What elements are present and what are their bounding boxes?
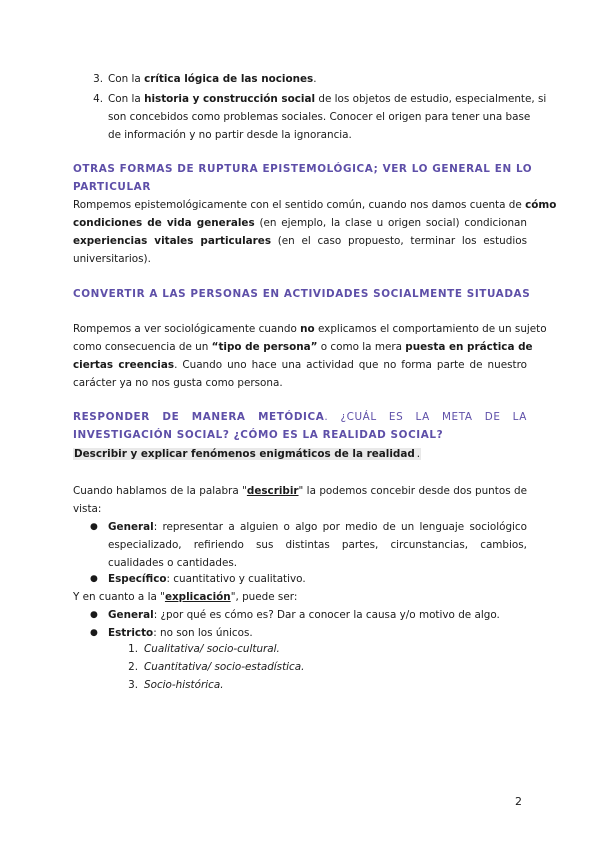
bold-text: historia y construcción social [144, 93, 316, 105]
text: : representar a alguien o algo por medio de un lenguaje sociológico [153, 521, 527, 533]
bold-text: crítica lógica de las nociones [144, 73, 314, 85]
bold-text: General [108, 609, 154, 621]
bold-text: condiciones de vida generales [73, 217, 255, 229]
bold-text: no [300, 323, 315, 335]
text-line: de información y no partir desde la ignorancia. [108, 129, 352, 141]
highlight-line [73, 445, 527, 463]
list-text: Socio-histórica. [144, 679, 224, 691]
section-heading-metodica [73, 408, 527, 444]
text-line [73, 338, 533, 356]
list-number: 3. [128, 679, 138, 691]
heading-line: PARTICULAR [73, 181, 151, 193]
text: como consecuencia de un [73, 341, 212, 353]
highlighted-period: . [416, 448, 421, 460]
bullet-icon: ● [90, 574, 98, 584]
underlined-word: describir [246, 485, 299, 497]
text-line [73, 320, 547, 338]
bullet-icon: ● [90, 610, 98, 620]
paragraph-describir [73, 482, 527, 518]
bold-text: puesta en práctica de [405, 341, 533, 353]
text: . [313, 73, 317, 85]
text-line [73, 196, 557, 214]
heading-line [73, 408, 527, 426]
text-line [73, 482, 527, 500]
section-heading-personas [73, 285, 531, 303]
text: (en ejemplo, la clase u origen social) condicionan [254, 217, 528, 229]
text-line: vista: [73, 503, 102, 515]
list-number: 3. [93, 73, 103, 85]
bold-text: “tipo de persona” [211, 341, 318, 353]
text-line: carácter ya no nos gusta como persona. [73, 377, 283, 389]
bold-text: experiencias vitales particulares [73, 235, 272, 247]
text: RESPONDER DE MANERA METÓDICA [73, 411, 325, 423]
text-line [73, 232, 527, 250]
heading-line: OTRAS FORMAS DE RUPTURA EPISTEMOLÓGICA; VER LO GENERAL EN LO [73, 163, 533, 175]
text-line: cualidades o cantidades. [108, 557, 238, 569]
paragraph-explicacion [73, 588, 527, 606]
text: : ¿por qué es cómo es? Dar a conocer la causa y/o motivo de algo. [153, 609, 500, 621]
text-line [108, 518, 527, 536]
heading-line: CONVERTIR A LAS PERSONAS EN ACTIVIDADES SOCIALMENTE SITUADAS [73, 288, 531, 300]
text: . Cuando uno hace una actividad que no forma parte de nuestro [174, 359, 527, 371]
bullet-icon: ● [90, 522, 98, 532]
text: o como la mera [317, 341, 406, 353]
text-line [108, 90, 547, 108]
bold-text: General [108, 521, 154, 533]
highlighted-text: Describir y explicar fenómenos enigmáticos de la realidad [74, 448, 415, 460]
page-number: 2 [515, 795, 522, 808]
paragraph-ruptura [73, 196, 557, 268]
text-line: especializado, refiriendo sus distintas partes, circunstancias, cambios, [108, 539, 527, 551]
text: : cuantitativo y cualitativo. [166, 573, 306, 585]
paragraph-personas [73, 320, 547, 392]
text: Cuando hablamos de la palabra " [73, 485, 247, 497]
list-text: Cuantitativa/ socio-estadística. [144, 661, 305, 673]
list-number: 2. [128, 661, 138, 673]
list-text: Cualitativa/ socio-cultural. [144, 643, 280, 655]
bold-text: Estricto [108, 627, 154, 639]
text-line [73, 588, 527, 606]
text-line: universitarios). [73, 253, 151, 265]
heading-line: INVESTIGACIÓN SOCIAL? ¿CÓMO ES LA REALIDAD SOCIAL? [73, 429, 444, 441]
text: ", puede ser: [230, 591, 298, 603]
text: Con la [108, 93, 145, 105]
text: (en el caso propuesto, terminar los estudios [271, 235, 527, 247]
text: de los objetos de estudio, especialmente, si [315, 93, 547, 105]
list-number: 1. [128, 643, 138, 655]
bold-text: cómo [525, 199, 557, 211]
text: Rompemos epistemológicamente con el sentido común, cuando nos damos cuenta de [73, 199, 526, 211]
bullet-icon: ● [90, 628, 98, 638]
text: Con la [108, 73, 145, 85]
bold-text: ciertas creencias [73, 359, 175, 371]
text: explicamos el comportamiento de un sujeto [314, 323, 547, 335]
underlined-word: explicación [164, 591, 231, 603]
text-line: son concebidos como problemas sociales. Conocer el origen para tener una base [108, 111, 531, 123]
text-line [73, 214, 527, 232]
section-heading-ruptura [73, 160, 533, 196]
bold-text: Específico [108, 573, 167, 585]
text: " la podemos concebir desde dos puntos de [298, 485, 527, 497]
text: Rompemos a ver sociológicamente cuando [73, 323, 301, 335]
text-line [73, 445, 527, 463]
text: : no son los únicos. [153, 627, 253, 639]
text-line [73, 356, 527, 374]
text: Y en cuanto a la " [73, 591, 165, 603]
text: . ¿CUÁL ES LA META DE LA [324, 411, 528, 423]
list-number: 4. [93, 93, 103, 105]
